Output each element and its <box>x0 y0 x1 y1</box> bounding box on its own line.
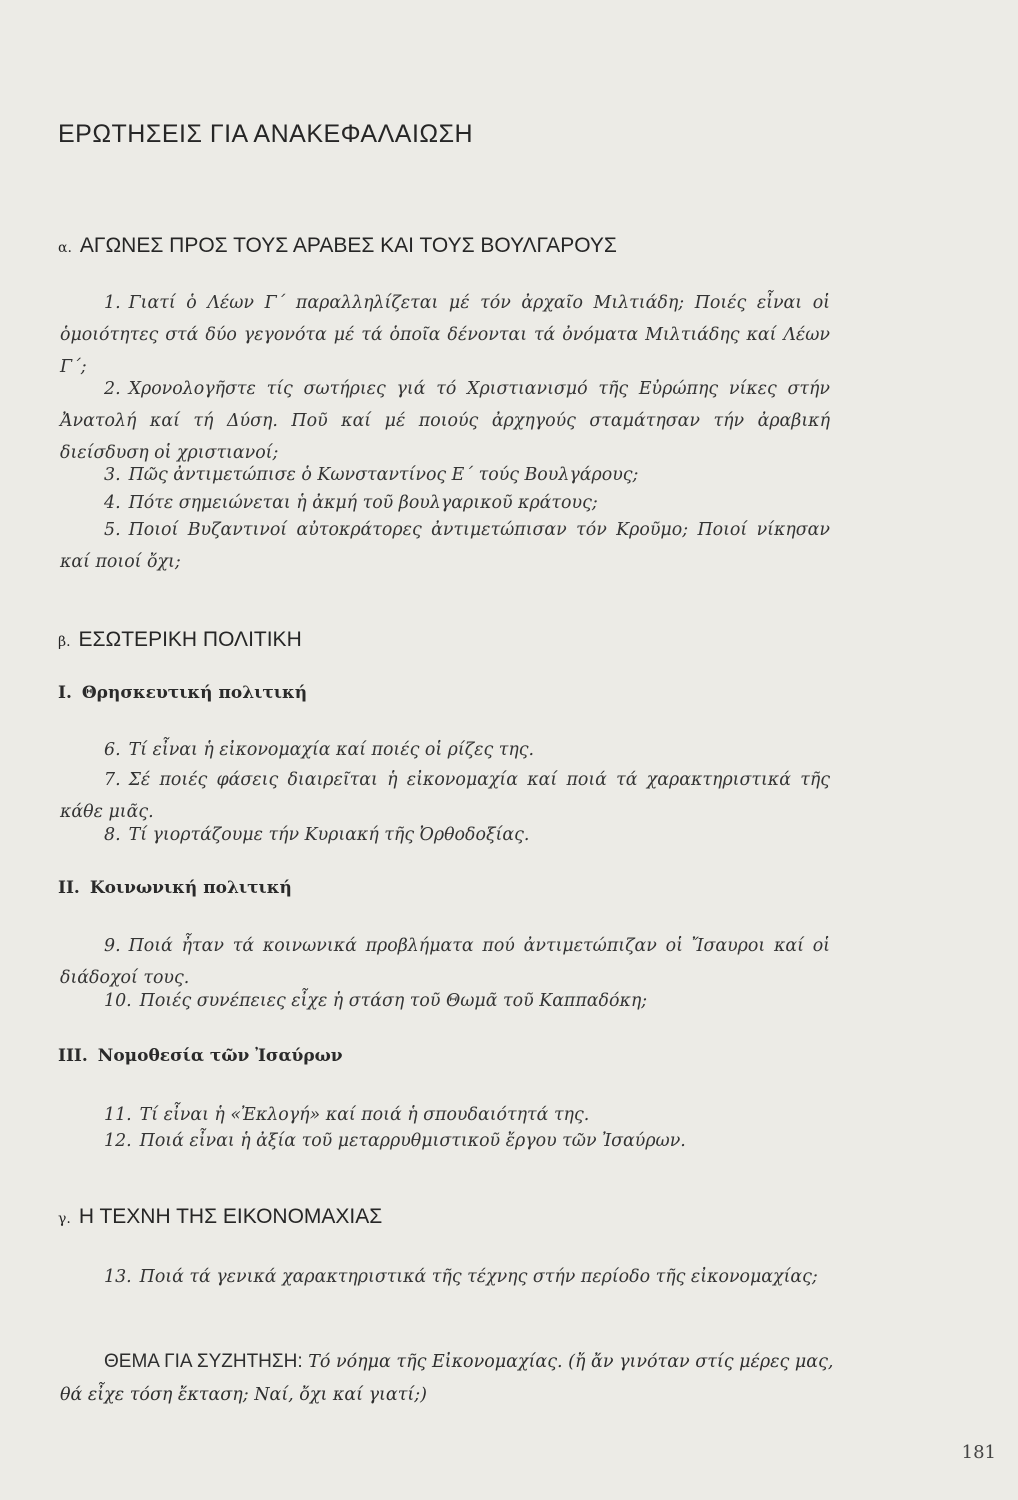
section-marker: γ. <box>58 1211 71 1227</box>
question-10 <box>60 985 830 1017</box>
question-12 <box>60 1125 830 1157</box>
question-number: 3. <box>104 465 121 485</box>
question-1 <box>60 287 830 383</box>
section-heading-c <box>58 1205 382 1229</box>
subsection-heading-1 <box>58 683 307 703</box>
page-number: 181 <box>961 1442 996 1463</box>
question-number: 12. <box>104 1131 132 1151</box>
subsection-numeral: I. <box>58 683 72 703</box>
question-number: 1. <box>104 293 121 313</box>
question-text: Ποιές συνέπειες εἶχε ἡ στάση τοῦ Θωμᾶ τοῦ Καππαδόκη; <box>139 991 648 1011</box>
discussion-topic <box>60 1345 835 1412</box>
discussion-label: ΘΕΜΑ ΓΙΑ ΣΥΖΗΤΗΣΗ: <box>104 1351 303 1372</box>
question-text: Πότε σημειώνεται ἡ ἀκμή τοῦ βουλγαρικοῦ κράτους; <box>128 493 598 513</box>
question-number: 10. <box>104 991 132 1011</box>
question-number: 2. <box>104 379 121 399</box>
question-text: Χρονολογῆστε τίς σωτήριες γιά τό Χριστιανισμό τῆς Εὐρώπης νίκες στήν Ἀνατολή καί τή Δύση. Ποῦ καί μέ ποιούς ἀρχηγούς σταμάτησαν τήν ἀραβική διείσδυση οἱ χριστιανοί; <box>60 379 830 463</box>
subsection-numeral: II. <box>58 878 80 898</box>
question-6 <box>60 734 830 766</box>
question-text: Τί γιορτάζουμε τήν Κυριακή τῆς Ὀρθοδοξίας. <box>128 825 530 845</box>
question-8 <box>60 819 830 851</box>
question-13 <box>60 1261 830 1293</box>
discussion-text: Τό νόημα τῆς Εἰκονομαχίας. (ἤ ἄν γινόταν στίς μέρες μας, θά εἶχε τόση ἔκταση; Ναί, ὄχι καί γιατί;) <box>60 1352 834 1405</box>
question-text: Γιατί ὁ Λέων Γ΄ παραλληλίζεται μέ τόν ἀρχαῖο Μιλτιάδη; Ποιές εἶναι οἱ ὁμοιότητες στά δύο γεγονότα μέ τά ὁποῖα δένονται τά ὀνόματα Μιλτιάδης καί Λέων Γ΄; <box>60 293 830 377</box>
page-title: ΕΡΩΤΗΣΕΙΣ ΓΙΑ ΑΝΑΚΕΦΑΛΑΙΩΣΗ <box>58 120 474 148</box>
question-5 <box>60 514 830 578</box>
question-number: 6. <box>104 740 121 760</box>
question-number: 11. <box>104 1105 132 1125</box>
question-number: 13. <box>104 1267 132 1287</box>
question-number: 8. <box>104 825 121 845</box>
section-heading-b <box>58 628 302 652</box>
question-number: 7. <box>104 770 121 790</box>
question-number: 4. <box>104 493 121 513</box>
question-number: 9. <box>104 936 121 956</box>
question-text: Ποιά ἦταν τά κοινωνικά προβλήματα πού ἀντιμετώπιζαν οἱ Ἴσαυροι καί οἱ διάδοχοί τους. <box>60 936 830 988</box>
question-text: Ποιοί Βυζαντινοί αὐτοκράτορες ἀντιμετώπισαν τόν Κροῦμο; Ποιοί νίκησαν καί ποιοί ὄχι; <box>60 520 830 572</box>
section-marker: β. <box>58 634 71 650</box>
question-text: Τί εἶναι ἡ εἰκονομαχία καί ποιές οἱ ρίζες της. <box>128 740 535 760</box>
subsection-heading-text: Θρησκευτική πολιτική <box>81 683 308 703</box>
question-text: Σέ ποιές φάσεις διαιρεῖται ἡ εἰκονομαχία καί ποιά τά χαρακτηριστικά τῆς κάθε μιᾶς. <box>60 770 830 822</box>
question-text: Τί εἶναι ἡ «Ἐκλογή» καί ποιά ἡ σπουδαιότητά της. <box>139 1105 590 1125</box>
subsection-heading-text: Νομοθεσία τῶν Ἰσαύρων <box>97 1046 343 1066</box>
question-number: 5. <box>104 520 121 540</box>
section-heading-a <box>58 234 617 258</box>
question-text: Ποιά εἶναι ἡ ἀξία τοῦ μεταρρυθμιστικοῦ ἔργου τῶν Ἰσαύρων. <box>139 1131 686 1151</box>
question-2 <box>60 373 830 469</box>
question-text: Πῶς ἀντιμετώπισε ὁ Κωνσταντίνος Ε΄ τούς Βουλγάρους; <box>128 465 639 485</box>
subsection-heading-text: Κοινωνική πολιτική <box>89 878 292 898</box>
question-text: Ποιά τά γενικά χαρακτηριστικά τῆς τέχνης στήν περίοδο τῆς εἰκονομαχίας; <box>139 1267 818 1287</box>
section-heading-text: ΕΣΩΤΕΡΙΚΗ ΠΟΛΙΤΙΚΗ <box>78 628 302 651</box>
section-heading-text: Η ΤΕΧΝΗ ΤΗΣ ΕΙΚΟΝΟΜΑΧΙΑΣ <box>78 1205 383 1228</box>
section-marker: α. <box>58 240 72 256</box>
subsection-heading-3 <box>58 1046 343 1066</box>
subsection-heading-2 <box>58 878 292 898</box>
section-heading-text: ΑΓΩΝΕΣ ΠΡΟΣ ΤΟΥΣ ΑΡΑΒΕΣ ΚΑΙ ΤΟΥΣ ΒΟΥΛΓΑΡΟΥΣ <box>79 234 617 257</box>
subsection-numeral: III. <box>58 1046 88 1066</box>
